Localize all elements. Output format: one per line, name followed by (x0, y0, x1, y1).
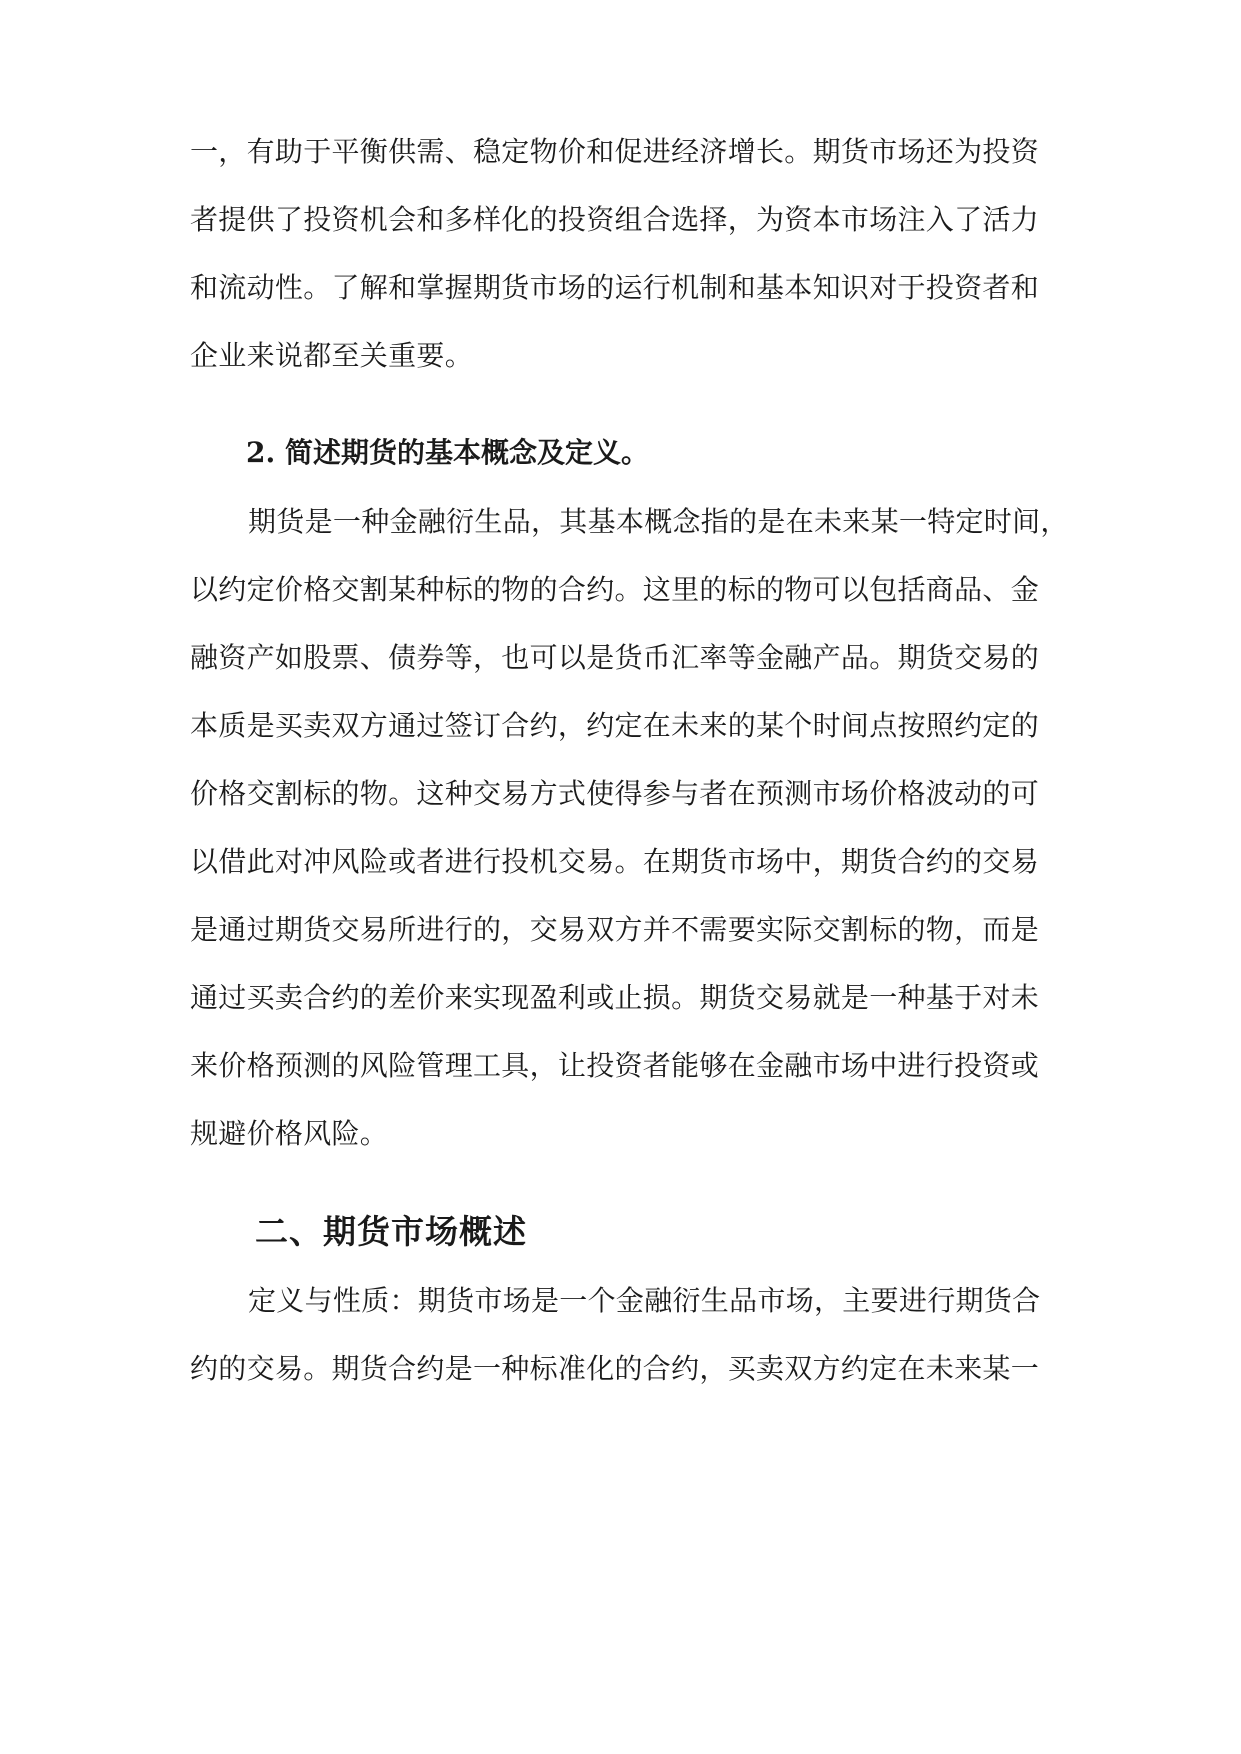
paragraph-line: 一，有助于平衡供需、稳定物价和促进经济增长。期货市场还为投资 (190, 135, 1040, 168)
paragraph-line: 者提供了投资机会和多样化的投资组合选择，为资本市场注入了活力 (190, 203, 1040, 236)
paragraph-line: 来价格预测的风险管理工具，让投资者能够在金融市场中进行投资或 (190, 1049, 1040, 1082)
paragraph-line: 定义与性质：期货市场是一个金融衍生品市场，主要进行期货合 (248, 1284, 1041, 1317)
paragraph-line: 融资产如股票、债券等，也可以是货币汇率等金融产品。期货交易的 (190, 641, 1040, 674)
paragraph-line: 本质是买卖双方通过签订合约，约定在未来的某个时间点按照约定的 (190, 709, 1040, 742)
paragraph-line: 期货是一种金融衍生品，其基本概念指的是在未来某一特定时间， (248, 505, 1069, 538)
subheading: 2. 简述期货的基本概念及定义。 (246, 436, 649, 469)
paragraph-line: 企业来说都至关重要。 (190, 339, 474, 372)
paragraph-line: 以约定价格交割某种标的物的合约。这里的标的物可以包括商品、金 (190, 573, 1040, 606)
paragraph-line: 价格交割标的物。这种交易方式使得参与者在预测市场价格波动的可 (190, 777, 1040, 810)
paragraph-line: 以借此对冲风险或者进行投机交易。在期货市场中，期货合约的交易 (190, 845, 1040, 878)
paragraph-line: 规避价格风险。 (190, 1117, 389, 1150)
section-heading: 二、期货市场概述 (255, 1212, 527, 1251)
paragraph-line: 约的交易。期货合约是一种标准化的合约，买卖双方约定在未来某一 (190, 1352, 1040, 1385)
paragraph-line: 是通过期货交易所进行的，交易双方并不需要实际交割标的物，而是 (190, 913, 1040, 946)
paragraph-line: 和流动性。了解和掌握期货市场的运行机制和基本知识对于投资者和 (190, 271, 1040, 304)
paragraph-line: 通过买卖合约的差价来实现盈利或止损。期货交易就是一种基于对未 (190, 981, 1040, 1014)
